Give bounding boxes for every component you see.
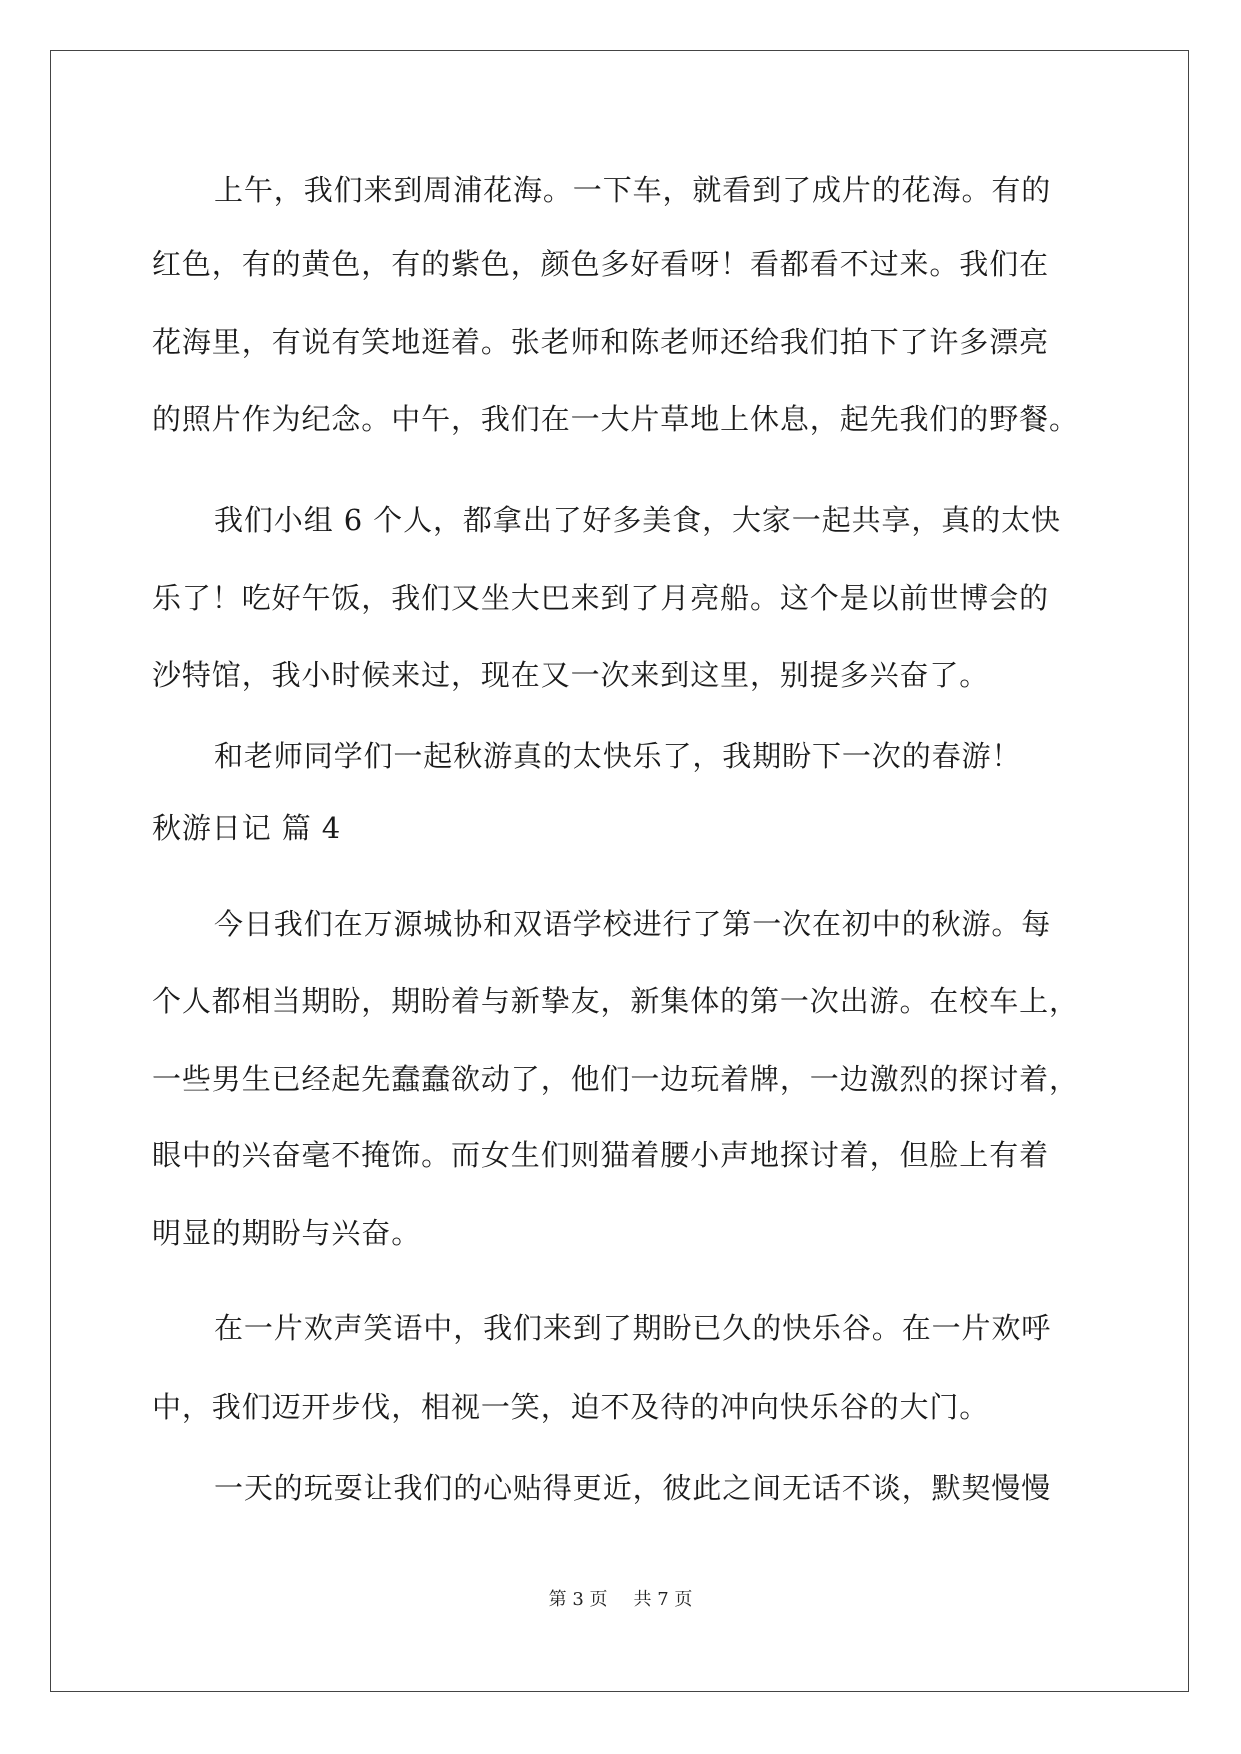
page-border [50, 50, 1189, 1692]
page-footer [0, 1588, 1241, 1612]
text-line: 和老师同学们一起秋游真的太快乐了，我期盼下一次的春游！ [214, 739, 1022, 773]
text-line: 眼中的兴奋毫不掩饰。而女生们则猫着腰小声地探讨着，但脸上有着 [152, 1138, 1050, 1172]
text-line: 今日我们在万源城协和双语学校进行了第一次在初中的秋游。每 [214, 907, 1052, 941]
text-line: 我们小组 6 个人，都拿出了好多美食，大家一起共享，真的太快 [214, 503, 1061, 537]
page-number-total: 共 7 页 [633, 1589, 693, 1610]
text-line: 红色，有的黄色，有的紫色，颜色多好看呀！看都看不过来。我们在 [152, 247, 1050, 281]
text-line: 沙特馆，我小时候来过，现在又一次来到这里，别提多兴奋了。 [152, 658, 990, 692]
text-line: 的照片作为纪念。中午，我们在一大片草地上休息，起先我们的野餐。 [152, 402, 1079, 436]
section-heading: 秋游日记 篇 4 [152, 811, 342, 845]
text-line: 一些男生已经起先蠢蠢欲动了，他们一边玩着牌，一边激烈的探讨着， [152, 1062, 1079, 1096]
text-line: 上午，我们来到周浦花海。一下车，就看到了成片的花海。有的 [214, 173, 1052, 207]
text-line: 个人都相当期盼，期盼着与新挚友，新集体的第一次出游。在校车上， [152, 984, 1079, 1018]
text-line: 在一片欢声笑语中，我们来到了期盼已久的快乐谷。在一片欢呼 [214, 1311, 1052, 1345]
text-line: 一天的玩耍让我们的心贴得更近，彼此之间无话不谈，默契慢慢 [214, 1471, 1052, 1505]
text-line: 乐了！吃好午饭，我们又坐大巴来到了月亮船。这个是以前世博会的 [152, 581, 1050, 615]
text-line: 中，我们迈开步伐，相视一笑，迫不及待的冲向快乐谷的大门。 [152, 1390, 990, 1424]
text-line: 明显的期盼与兴奋。 [152, 1216, 422, 1250]
page-number-current: 第 3 页 [548, 1589, 608, 1610]
text-line: 花海里，有说有笑地逛着。张老师和陈老师还给我们拍下了许多漂亮 [152, 325, 1050, 359]
